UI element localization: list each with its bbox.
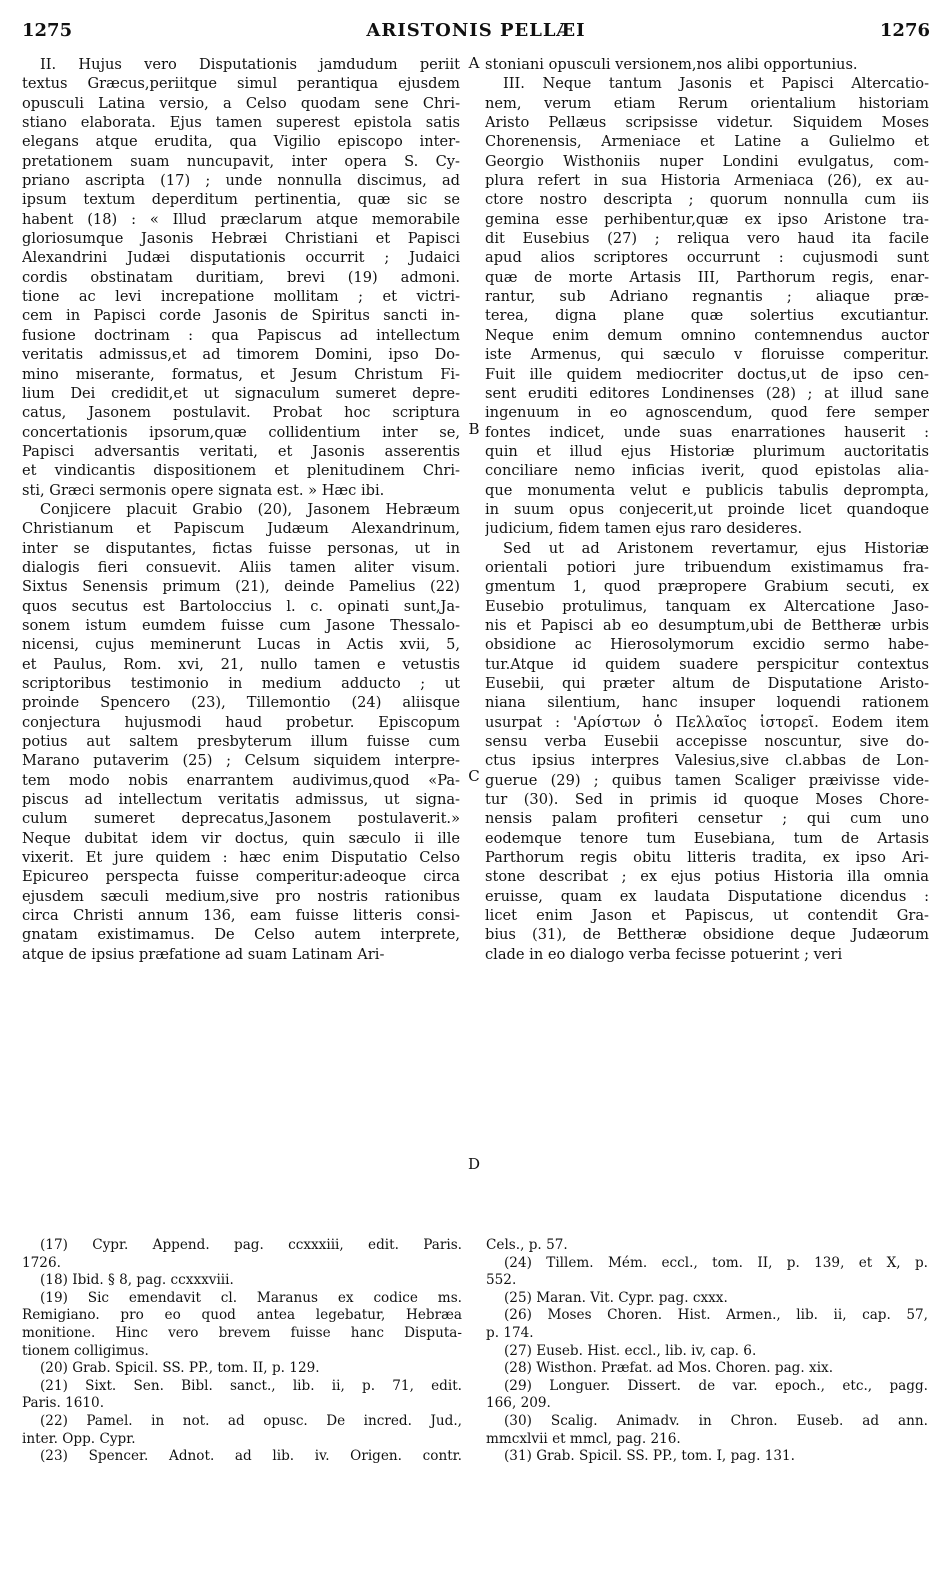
text-line: vixerit. Et jure quidem : hæc enim Disputatio Celso (22, 849, 460, 867)
text-line: Paris. 1610. (22, 1395, 105, 1412)
margin-letter-c: C (468, 767, 480, 785)
text-line: quos secutus est Bartoloccius l. c. opinati sunt,Ja- (22, 597, 460, 615)
margin-letter-a: A (468, 54, 480, 72)
text-line: (20) Grab. Spicil. SS. PP., tom. II, p. 129. (40, 1360, 320, 1377)
text-line: opusculi Latina versio, a Celso quodam sene Chri- (22, 94, 460, 112)
text-line: elegans atque erudita, qua Vigilio episcopo inter- (22, 133, 460, 151)
text-line: Conjicere placuit Grabio (20), Jasonem Hebræum (40, 500, 460, 518)
footnotes-right (486, 1237, 928, 1466)
text-line: p. 174. (486, 1324, 534, 1341)
text-line: orientali potiori jure tribuendum existimamus fra- (485, 558, 929, 576)
text-line: Eusebii, qui præter altum de Disputatione Aristo- (485, 675, 929, 692)
text-line: Eusebio protulimus, tanquam ex Altercatione Jaso- (485, 597, 929, 615)
text-line: stoniani opusculi versionem,nos alibi opportunius. (485, 56, 858, 73)
text-line: Aristo Pellæus scripsisse videtur. Siquidem Moses (485, 114, 929, 132)
running-title: ARISTONIS PELLÆI (366, 20, 586, 41)
text-line: gloriosumque Jasonis Hebræi Christiani et Papisci (22, 230, 460, 248)
text-line: (22) Pamel. in not. ad opusc. De incred. Jud., (40, 1412, 462, 1429)
text-line: sti, Græci sermonis opere signata est. » Hæc ibi. (22, 481, 385, 499)
text-line: ejusdem sæculi medium,sive pro nostris rationibus (22, 887, 460, 905)
text-line: textus Græcus,periitque simul perantiqua ejusdem (22, 75, 460, 93)
text-line: obsidione ac Hierosolymorum excidio sermo habe- (485, 636, 929, 654)
text-line: Marano putaverim (25) ; Celsum siquidem interpre- (22, 752, 460, 770)
text-line: catus, Jasonem postulavit. Probat hoc scriptura (22, 404, 460, 422)
text-line: gemina esse perhibentur,quæ ex ipso Aristone tra- (485, 210, 929, 228)
text-line: Neque dubitat idem vir doctus, quin sæculo ii ille (22, 829, 460, 847)
text-line: conciliare nemo inficias iverit, quod epistolas alia- (485, 462, 929, 480)
text-line: mino miserante, formatus, et Jesum Christum Fi- (22, 365, 460, 383)
text-line: sonem istum eumdem fuisse cum Jasone Thessalo- (22, 616, 460, 634)
text-line: in suum opus conjecerit,ut proinde licet quandoque (485, 500, 929, 518)
text-line: fusione doctrinam : qua Papiscus ad intellectum (22, 326, 460, 344)
text-line: cem in Papisci corde Jasonis de Spiritus sancti in- (22, 307, 460, 325)
text-line: 552. (486, 1272, 517, 1289)
footnotes-left (22, 1237, 462, 1466)
text-line: gmentum 1, quod præpropere Grabium secuti, ex (485, 578, 929, 596)
text-line: Neque enim demum omnino contemnendus auctor (485, 326, 929, 344)
text-line: licet enim Jason et Papiscus, ut contendit Gra- (485, 907, 929, 925)
text-line: guerue (29) ; quibus tamen Scaliger præivisse vide- (485, 771, 929, 789)
text-line: concertationis ipsorum,quæ collidentium inter se, (22, 423, 460, 441)
text-line: eodemque tenore tum Eusebiana, tum de Artasis (485, 829, 929, 847)
text-line: eruisse, quam ex laudata Disputatione dicendus : (485, 887, 929, 905)
text-line: (30) Scalig. Animadv. in Chron. Euseb. ad ann. (504, 1412, 928, 1429)
left-column (22, 55, 460, 964)
text-line: plura refert in sua Historia Armeniaca (26), ex au- (485, 172, 929, 190)
text-line: ingenuum in eo agnoscendum, quod fere semper (485, 404, 929, 422)
text-line: conjectura hujusmodi haud probetur. Episcopum (22, 713, 460, 731)
text-line: Cels., p. 57. (486, 1237, 568, 1253)
text-line: circa Christi annum 136, eam fuisse litteris consi- (22, 907, 460, 925)
text-line: gnatam existimamus. De Celso autem interprete, (22, 926, 460, 944)
text-line: monitione. Hinc vero brevem fuisse hanc Disputa- (22, 1324, 462, 1341)
right-column (485, 55, 929, 964)
text-line: Fuit ille quidem mediocriter doctus,ut de ipso cen- (485, 365, 929, 383)
text-line: stone describat ; ex ejus potius Historia illa omnia (485, 868, 929, 886)
text-line: nicensi, cujus meminerunt Lucas in Actis xvii, 5, (22, 636, 460, 654)
text-line: niana silentium, hanc insuper loquendi rationem (485, 694, 929, 712)
text-line: nis et Papisci ab eo desumptum,ubi de Bettheræ urbis (485, 616, 929, 634)
text-line: que monumenta velut e publicis tabulis deprompta, (485, 481, 929, 499)
text-line: priano ascripta (17) ; unde nonnulla discimus, ad (22, 172, 460, 190)
text-line: (19) Sic emendavit cl. Maranus ex codice ms. (40, 1289, 462, 1306)
page-number-right: 1276 (879, 20, 930, 41)
text-line: III. Neque tantum Jasonis et Papisci Altercatio- (503, 75, 929, 93)
text-line: Chorenensis, Armeniace et Latine a Gulielmo et (485, 133, 929, 151)
text-line: (26) Moses Choren. Hist. Armen., lib. ii, cap. 57, (504, 1307, 928, 1324)
text-line: sent eruditi editores Londinenses (28) ; at illud sane (485, 384, 929, 402)
margin-letter-d: D (467, 1155, 481, 1173)
text-line: tione ac levi increpatione mollitam ; et victri- (22, 288, 460, 306)
page-number-left: 1275 (22, 20, 73, 41)
text-line: atque de ipsius præfatione ad suam Latinam Ari- (22, 945, 385, 963)
text-line: Papisci adversantis veritati, et Jasonis asserentis (22, 442, 460, 460)
text-line: cordis obstinatam duritiam, brevi (19) admoni. (22, 268, 460, 286)
text-line: judicium, fidem tamen ejus raro desideres. (485, 520, 803, 538)
text-line: et vindicantis dispositionem et plenitudinem Chri- (22, 462, 460, 480)
text-line: et Paulus, Rom. xvi, 21, nullo tamen e vetustis (22, 655, 460, 673)
text-line: habent (18) : « Illud præclarum atque memorabile (22, 210, 460, 228)
text-line: Parthorum regis obitu litteris tradita, ex ipso Ari- (485, 849, 929, 867)
text-line: dit Eusebius (27) ; reliqua vero haud ita facile (485, 230, 929, 248)
text-line: fontes indicet, unde suas enarrationes hauserit : (485, 423, 929, 441)
text-line: veritatis admissus,et ad timorem Domini, ipso Do- (22, 346, 460, 364)
text-line: stiano elaborata. Ejus tamen superest epistola satis (22, 114, 460, 132)
text-line: (21) Sixt. Sen. Bibl. sanct., lib. ii, p. 71, edit. (40, 1377, 462, 1394)
text-line: (31) Grab. Spicil. SS. PP., tom. I, pag. 131. (504, 1448, 795, 1465)
text-line: iste Armenus, qui sæculo v floruisse comperitur. (485, 346, 929, 364)
text-line: (25) Maran. Vit. Cypr. pag. cxxx. (504, 1289, 728, 1306)
text-line: (29) Longuer. Dissert. de var. epoch., etc., pagg. (504, 1377, 928, 1394)
text-line: II. Hujus vero Disputationis jamdudum periit (40, 56, 460, 73)
text-line: tur (30). Sed in primis id quoque Moses Chore- (485, 791, 929, 809)
text-line: (23) Spencer. Adnot. ad lib. iv. Origen. contr. (40, 1448, 462, 1465)
text-line: terea, digna plane quæ solertius excutiantur. (485, 307, 929, 325)
text-line: quæ de morte Artasis III, Parthorum regis, enar- (485, 268, 929, 286)
text-line: mmcxlvii et mmcl, pag. 216. (486, 1430, 681, 1447)
text-line: lium Dei credidit,et ut signaculum sumeret depre- (22, 384, 460, 402)
text-line: quin et illud ejus Historiæ plurimum auctoritatis (485, 442, 929, 460)
text-line: (28) Wisthon. Præfat. ad Mos. Choren. pag. xix. (504, 1360, 834, 1377)
text-line: tem modo nobis enarrantem audivimus,quod «Pa- (22, 771, 460, 789)
text-line: scriptoribus testimonio in medium adducto ; ut (22, 675, 460, 692)
text-line: rantur, sub Adriano regnantis ; aliaque præ- (485, 288, 929, 306)
text-line: (27) Euseb. Hist. eccl., lib. iv, cap. 6. (504, 1342, 757, 1359)
text-line: pretationem suam nuncupavit, inter opera S. Cy- (22, 152, 460, 170)
text-line: inter se disputantes, fictas fuisse personas, ut in (22, 539, 460, 557)
text-line: (24) Tillem. Mém. eccl., tom. II, p. 139, et X, p. (504, 1254, 928, 1271)
text-line: (17) Cypr. Append. pag. ccxxxiii, edit. Paris. (40, 1237, 462, 1253)
text-line: usurpat : 'Αρίστων ὁ Πελλαῖος ἱστορεῖ. Eodem item (485, 713, 929, 731)
text-line: Sixtus Senensis primum (21), deinde Pamelius (22) (22, 578, 460, 596)
text-line: inter. Opp. Cypr. (22, 1430, 136, 1447)
margin-letter-b: B (468, 420, 480, 438)
text-line: Sed ut ad Aristonem revertamur, ejus Historiæ (503, 539, 929, 557)
text-line: apud alios scriptores occurrunt : cujusmodi sunt (485, 249, 929, 267)
text-line: proinde Spencero (23), Tillemontio (24) aliisque (22, 694, 460, 712)
text-line: tur.Atque id quidem suadere perspicitur contextus (485, 655, 929, 673)
text-line: Georgio Wisthoniis nuper Londini evulgatus, com- (485, 152, 929, 170)
text-line: dialogis fieri consuevit. Aliis tamen aliter visum. (22, 558, 460, 576)
text-line: 1726. (22, 1254, 61, 1271)
text-line: nem, verum etiam Rerum orientalium historiam (485, 94, 929, 112)
text-line: ctore nostro descripta ; quorum nonnulla cum iis (485, 191, 929, 209)
text-line: tionem colligimus. (22, 1342, 149, 1359)
text-line: piscus ad intellectum veritatis admissus, ut signa- (22, 791, 460, 809)
text-line: bius (31), de Bettheræ obsidione deque Judæorum (485, 926, 929, 944)
text-line: potius aut saltem presbyterum illum fuisse cum (22, 733, 460, 751)
text-line: Epicureo perspecta fuisse comperitur:adeoque circa (22, 868, 460, 886)
text-line: culum sumeret deprecatus,Jasonem postulaverit.» (22, 810, 460, 828)
text-line: 166, 209. (486, 1395, 551, 1412)
text-line: Christianum et Papiscum Judæum Alexandrinum, (22, 520, 460, 538)
text-line: Alexandrini Judæi disputationis occurrit ; Judaici (22, 249, 460, 267)
running-header (22, 20, 930, 42)
text-line: nensis palam profiteri censetur ; qui cum uno (485, 810, 929, 828)
text-line: ipsum textum deperditum pertinentia, quæ sic se (22, 191, 460, 209)
text-line: (18) Ibid. § 8, pag. ccxxxviii. (40, 1272, 234, 1289)
text-line: Remigiano. pro eo quod antea legebatur, Hebræa (22, 1307, 462, 1324)
text-line: clade in eo dialogo verba fecisse potuerint ; veri (485, 945, 843, 963)
text-line: ctus ipsius interpres Valesius,sive cl.abbas de Lon- (485, 752, 929, 770)
text-line: sensu verba Eusebii accepisse noscuntur, sive do- (485, 733, 929, 751)
